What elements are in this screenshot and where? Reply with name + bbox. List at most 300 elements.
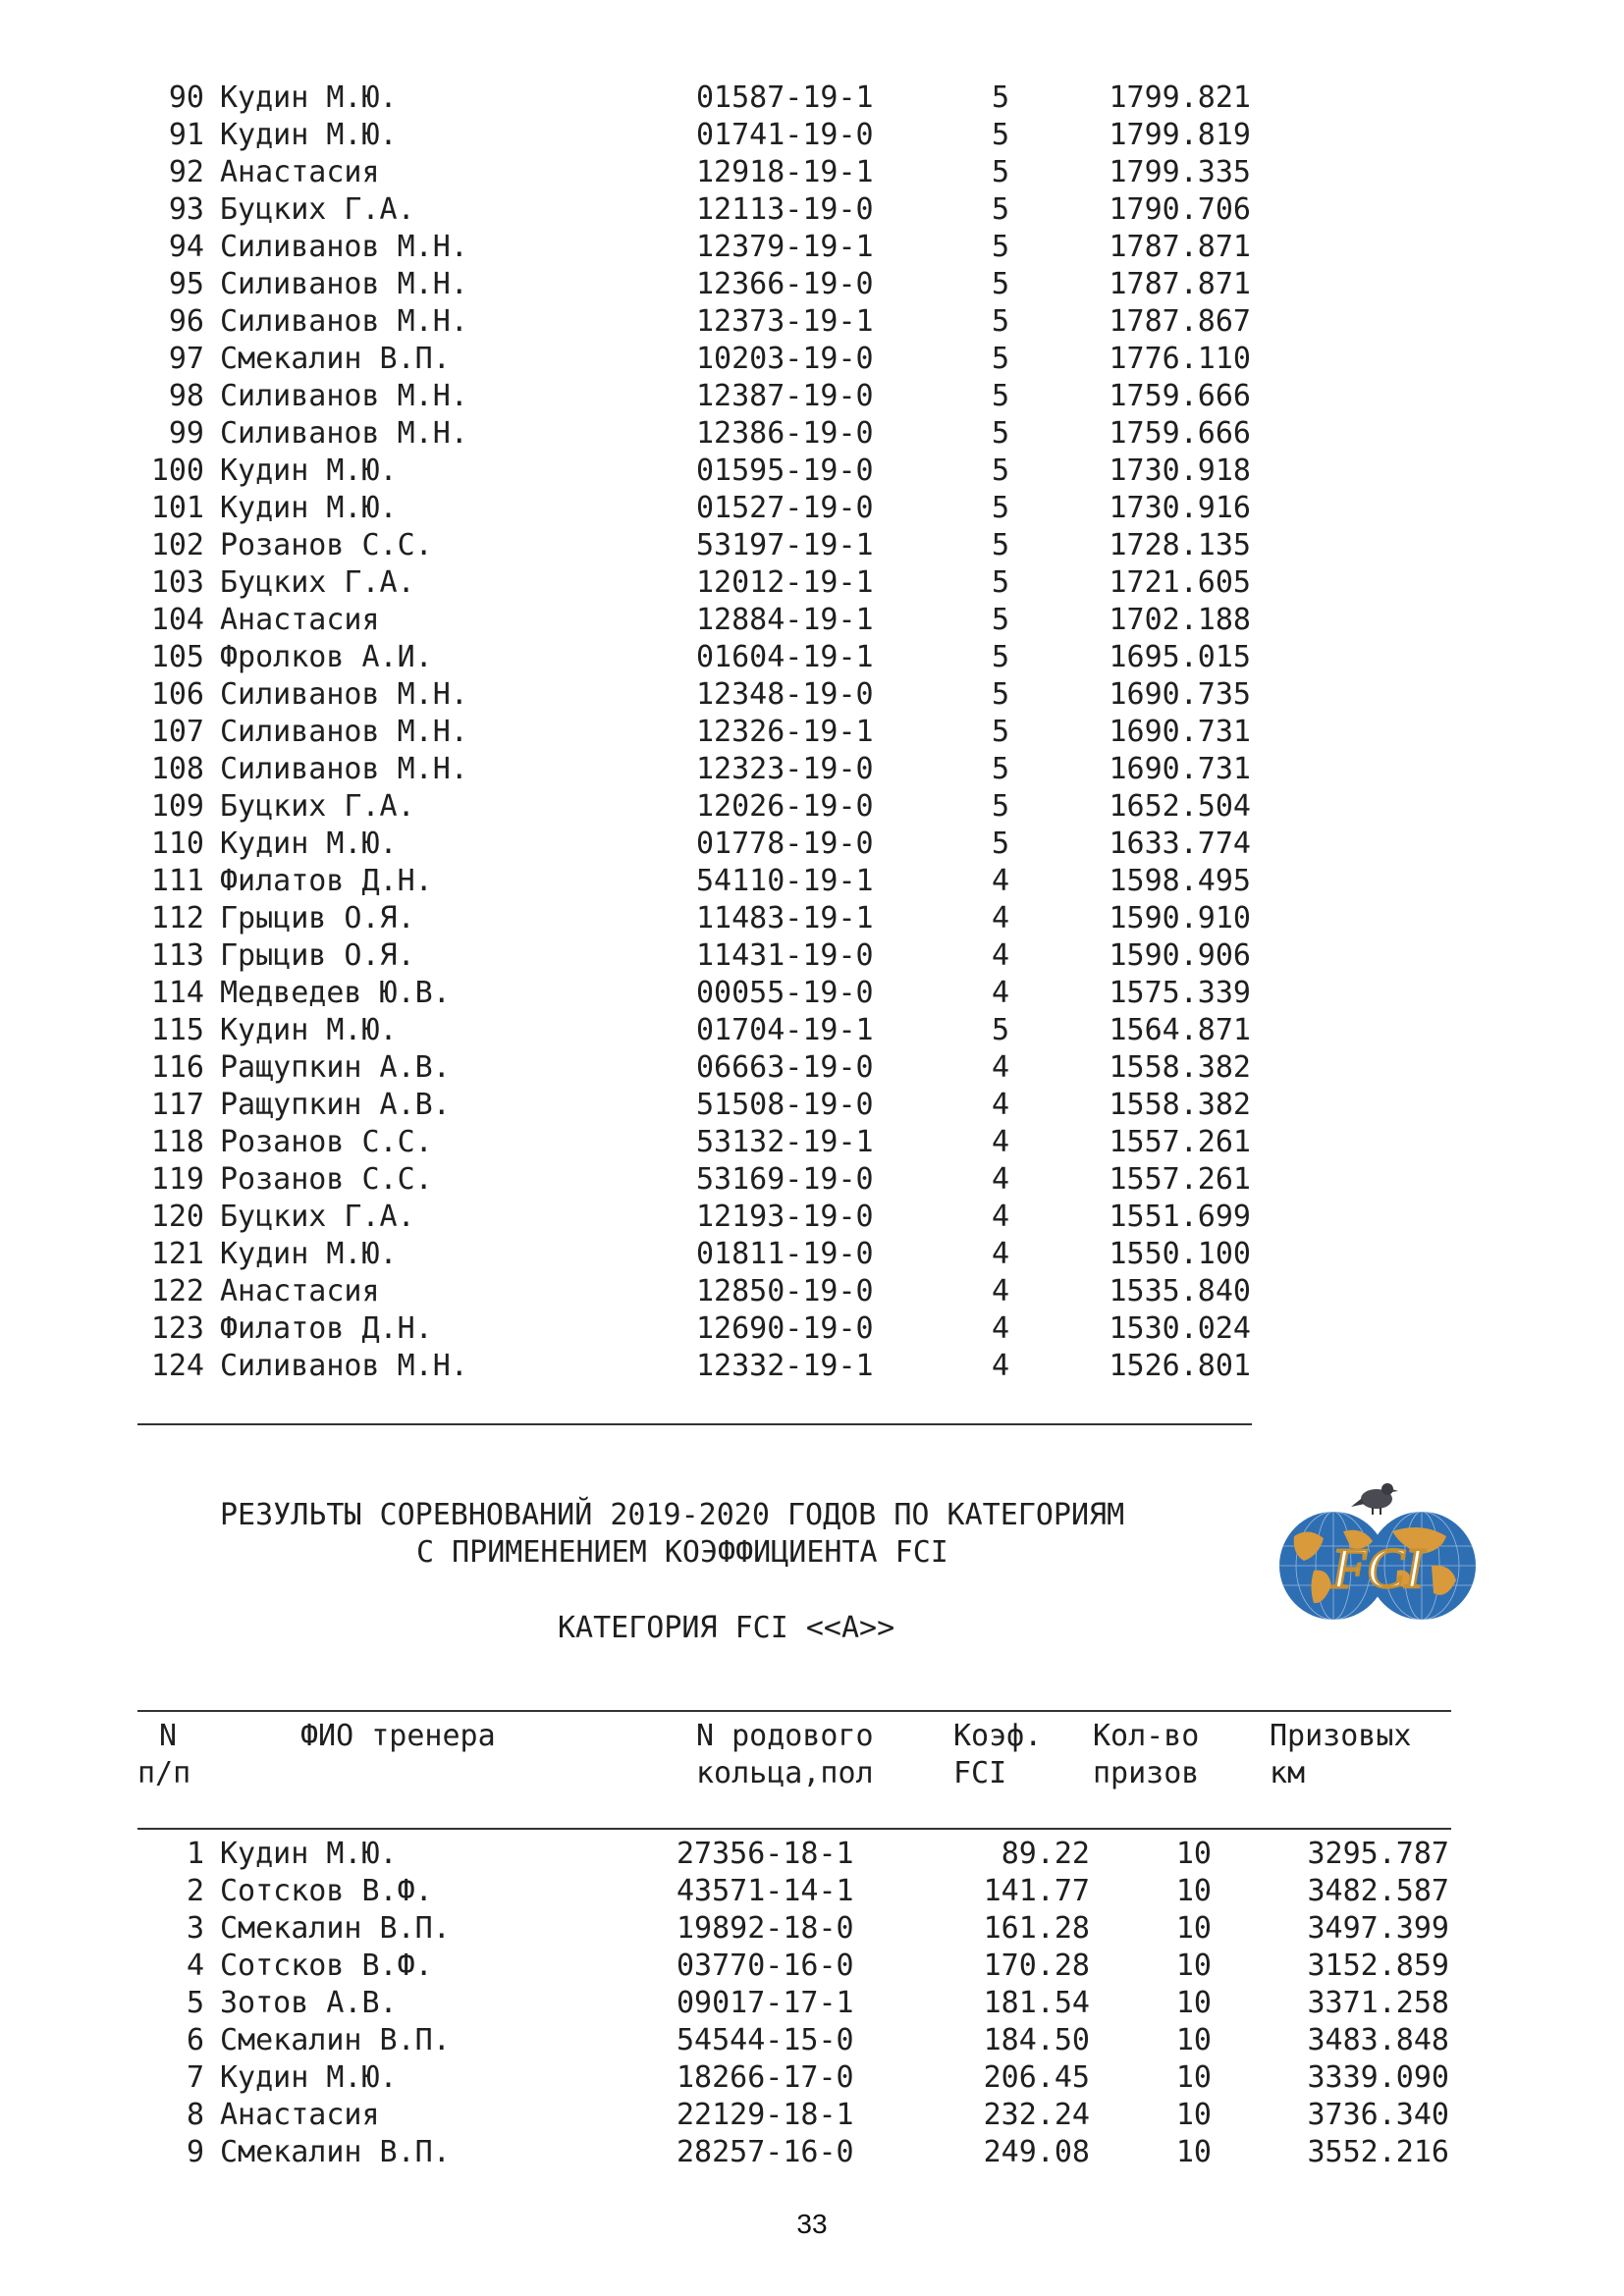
prize-km: 3371.258 bbox=[1307, 1986, 1449, 2020]
header-coef: Коэф. bbox=[953, 1719, 1043, 1753]
table-row bbox=[0, 378, 1624, 415]
trainer-name: Фролков А.И. bbox=[220, 640, 433, 674]
table-row bbox=[0, 1836, 1624, 1873]
table-row bbox=[0, 900, 1624, 937]
prize-count: 10 bbox=[1175, 1874, 1212, 1908]
ring-number: 12326-19-1 bbox=[696, 715, 874, 749]
prize-km: 1721.605 bbox=[1109, 565, 1251, 600]
trainer-name: Кудин М.Ю. bbox=[220, 80, 398, 115]
trainer-name: Силиванов М.Н. bbox=[220, 1349, 468, 1383]
row-number: 121 bbox=[150, 1237, 204, 1271]
trainer-name: Грыцив О.Я. bbox=[220, 938, 415, 973]
header-prizes: Кол-во bbox=[1093, 1719, 1200, 1753]
table-row bbox=[0, 1087, 1624, 1124]
prize-km: 1564.871 bbox=[1109, 1013, 1251, 1047]
prize-count: 5 bbox=[992, 565, 1010, 600]
fci-coefficient: 89.22 bbox=[1001, 1837, 1090, 1871]
table-row bbox=[0, 303, 1624, 341]
prize-count: 4 bbox=[992, 1162, 1010, 1197]
fci-logo-graphic bbox=[1274, 1477, 1481, 1625]
row-number: 113 bbox=[150, 938, 204, 973]
prize-count: 5 bbox=[992, 603, 1010, 637]
header-bottom-rule bbox=[137, 1828, 1451, 1830]
trainer-name: Смекалин В.П. bbox=[220, 1911, 451, 1946]
table-row bbox=[0, 527, 1624, 564]
prize-count: 5 bbox=[992, 752, 1010, 786]
row-number: 120 bbox=[150, 1200, 204, 1234]
trainer-name: Розанов С.С. bbox=[220, 528, 433, 562]
ring-number: 18266-17-0 bbox=[677, 2060, 854, 2095]
prize-km: 1730.916 bbox=[1109, 491, 1251, 525]
trainer-name: Силиванов М.Н. bbox=[220, 416, 468, 451]
ring-number: 28257-16-0 bbox=[677, 2135, 854, 2169]
trainer-name: Медведев Ю.В. bbox=[220, 976, 451, 1010]
ring-number: 12026-19-0 bbox=[696, 789, 874, 824]
trainer-name: Смекалин В.П. bbox=[220, 342, 451, 376]
trainer-name: Силиванов М.Н. bbox=[220, 267, 468, 301]
header-coef-sub: FCI bbox=[953, 1756, 1007, 1790]
table-row bbox=[0, 714, 1624, 751]
header-km-sub: км bbox=[1270, 1756, 1306, 1790]
row-number: 109 bbox=[150, 789, 204, 824]
prize-km: 1690.731 bbox=[1109, 752, 1251, 786]
prize-km: 1759.666 bbox=[1109, 416, 1251, 451]
prize-km: 1633.774 bbox=[1109, 827, 1251, 861]
trainer-name: Филатов Д.Н. bbox=[220, 864, 433, 898]
prize-km: 3339.090 bbox=[1307, 2060, 1449, 2095]
prize-km: 1799.819 bbox=[1109, 118, 1251, 152]
row-number: 112 bbox=[150, 901, 204, 935]
row-number: 114 bbox=[150, 976, 204, 1010]
prize-km: 1551.699 bbox=[1109, 1200, 1251, 1234]
prize-km: 1590.906 bbox=[1109, 938, 1251, 973]
prize-count: 10 bbox=[1175, 2098, 1212, 2132]
table-row bbox=[0, 1948, 1624, 1985]
ring-number: 00055-19-0 bbox=[696, 976, 874, 1010]
trainer-name: Розанов С.С. bbox=[220, 1162, 433, 1197]
category-table bbox=[0, 1836, 1624, 2174]
ring-number: 09017-17-1 bbox=[677, 1986, 854, 2020]
row-number: 100 bbox=[150, 454, 204, 488]
table-row bbox=[0, 490, 1624, 527]
prize-count: 5 bbox=[992, 80, 1010, 115]
prize-km: 1690.731 bbox=[1109, 715, 1251, 749]
row-number: 105 bbox=[150, 640, 204, 674]
table-row bbox=[0, 751, 1624, 788]
prize-km: 3736.340 bbox=[1307, 2098, 1449, 2132]
trainer-name: Сотсков В.Ф. bbox=[220, 1874, 433, 1908]
fci-monogram bbox=[1330, 1536, 1426, 1600]
trainer-name: Кудин М.Ю. bbox=[220, 118, 398, 152]
prize-count: 4 bbox=[992, 1274, 1010, 1308]
trainer-name: Розанов С.С. bbox=[220, 1125, 433, 1159]
ring-number: 06663-19-0 bbox=[696, 1050, 874, 1085]
row-number: 116 bbox=[150, 1050, 204, 1085]
fci-coefficient: 232.24 bbox=[983, 2098, 1090, 2132]
prize-km: 3483.848 bbox=[1307, 2023, 1449, 2057]
row-number: 90 bbox=[168, 80, 204, 115]
row-number: 119 bbox=[150, 1162, 204, 1197]
ring-number: 12366-19-0 bbox=[696, 267, 874, 301]
prize-count: 4 bbox=[992, 1088, 1010, 1122]
row-number: 102 bbox=[150, 528, 204, 562]
header-prizes-sub: призов bbox=[1093, 1756, 1200, 1790]
ring-number: 11483-19-1 bbox=[696, 901, 874, 935]
ring-number: 12113-19-0 bbox=[696, 192, 874, 227]
prize-count: 4 bbox=[992, 1050, 1010, 1085]
header-trainer: ФИО тренера bbox=[300, 1719, 496, 1753]
ring-number: 12332-19-1 bbox=[696, 1349, 874, 1383]
row-number: 123 bbox=[150, 1311, 204, 1346]
fci-coefficient: 181.54 bbox=[983, 1986, 1090, 2020]
table-row bbox=[0, 1124, 1624, 1161]
svg-text:FCI: FCI bbox=[1331, 1536, 1424, 1600]
ring-number: 43571-14-1 bbox=[677, 1874, 854, 1908]
prize-count: 4 bbox=[992, 1349, 1010, 1383]
row-number: 118 bbox=[150, 1125, 204, 1159]
trainer-name: Силиванов М.Н. bbox=[220, 379, 468, 413]
table-row bbox=[0, 863, 1624, 900]
row-number: 107 bbox=[150, 715, 204, 749]
prize-count: 10 bbox=[1175, 1911, 1212, 1946]
row-number: 6 bbox=[186, 2023, 204, 2057]
row-number: 117 bbox=[150, 1088, 204, 1122]
fci-coefficient: 170.28 bbox=[983, 1949, 1090, 1983]
prize-count: 5 bbox=[992, 416, 1010, 451]
prize-count: 5 bbox=[992, 379, 1010, 413]
row-number: 2 bbox=[186, 1874, 204, 1908]
ring-number: 54110-19-1 bbox=[696, 864, 874, 898]
prize-km: 3295.787 bbox=[1307, 1837, 1449, 1871]
table-row bbox=[0, 826, 1624, 863]
ring-number: 01595-19-0 bbox=[696, 454, 874, 488]
ring-number: 22129-18-1 bbox=[677, 2098, 854, 2132]
prize-km: 1526.801 bbox=[1109, 1349, 1251, 1383]
table-row bbox=[0, 191, 1624, 229]
prize-count: 5 bbox=[992, 1013, 1010, 1047]
table-row bbox=[0, 2059, 1624, 2097]
table-row bbox=[0, 2134, 1624, 2171]
table-row bbox=[0, 415, 1624, 453]
prize-count: 5 bbox=[992, 715, 1010, 749]
trainer-name: Силиванов М.Н. bbox=[220, 752, 468, 786]
ring-number: 12193-19-0 bbox=[696, 1200, 874, 1234]
row-number: 5 bbox=[186, 1986, 204, 2020]
row-number: 3 bbox=[186, 1911, 204, 1946]
prize-km: 1799.335 bbox=[1109, 155, 1251, 189]
ring-number: 19892-18-0 bbox=[677, 1911, 854, 1946]
table-top-rule bbox=[137, 1710, 1451, 1712]
prize-count: 10 bbox=[1175, 1837, 1212, 1871]
continuation-table bbox=[0, 80, 1624, 1400]
prize-count: 10 bbox=[1175, 2060, 1212, 2095]
prize-km: 1776.110 bbox=[1109, 342, 1251, 376]
ring-number: 12373-19-1 bbox=[696, 304, 874, 339]
ring-number: 01704-19-1 bbox=[696, 1013, 874, 1047]
table-row bbox=[0, 1910, 1624, 1948]
table-row bbox=[0, 1236, 1624, 1273]
prize-km: 1550.100 bbox=[1109, 1237, 1251, 1271]
prize-km: 1535.840 bbox=[1109, 1274, 1251, 1308]
prize-km: 1690.735 bbox=[1109, 677, 1251, 712]
table-row bbox=[0, 453, 1624, 490]
fci-coefficient: 206.45 bbox=[983, 2060, 1090, 2095]
ring-number: 12387-19-0 bbox=[696, 379, 874, 413]
prize-km: 1787.871 bbox=[1109, 230, 1251, 264]
prize-count: 10 bbox=[1175, 1986, 1212, 2020]
prize-count: 5 bbox=[992, 304, 1010, 339]
table-row bbox=[0, 1310, 1624, 1348]
prize-km: 1590.910 bbox=[1109, 901, 1251, 935]
row-number: 4 bbox=[186, 1949, 204, 1983]
row-number: 91 bbox=[168, 118, 204, 152]
row-number: 122 bbox=[150, 1274, 204, 1308]
prize-count: 5 bbox=[992, 640, 1010, 674]
table-row bbox=[0, 564, 1624, 602]
table-row bbox=[0, 117, 1624, 154]
prize-count: 5 bbox=[992, 155, 1010, 189]
prize-km: 1558.382 bbox=[1109, 1088, 1251, 1122]
row-number: 98 bbox=[168, 379, 204, 413]
trainer-name: Силиванов М.Н. bbox=[220, 304, 468, 339]
prize-count: 10 bbox=[1175, 2135, 1212, 2169]
prize-count: 10 bbox=[1175, 2023, 1212, 2057]
prize-count: 5 bbox=[992, 454, 1010, 488]
heading-line-2: С ПРИМЕНЕНИЕМ КОЭФФИЦИЕНТА FCI bbox=[416, 1535, 948, 1570]
row-number: 1 bbox=[186, 1837, 204, 1871]
divider-line bbox=[137, 1423, 1252, 1425]
category-table-header bbox=[0, 1718, 1624, 1796]
ring-number: 03770-16-0 bbox=[677, 1949, 854, 1983]
table-row bbox=[0, 2097, 1624, 2134]
ring-number: 11431-19-0 bbox=[696, 938, 874, 973]
table-row bbox=[0, 676, 1624, 714]
table-row bbox=[0, 1348, 1624, 1385]
trainer-name: Ращупкин А.В. bbox=[220, 1050, 451, 1085]
row-number: 104 bbox=[150, 603, 204, 637]
ring-number: 01741-19-0 bbox=[696, 118, 874, 152]
page-number: 33 bbox=[796, 2209, 828, 2239]
ring-number: 01604-19-1 bbox=[696, 640, 874, 674]
trainer-name: Кудин М.Ю. bbox=[220, 1237, 398, 1271]
fci-logo bbox=[1274, 1477, 1481, 1625]
table-row bbox=[0, 341, 1624, 378]
ring-number: 01527-19-0 bbox=[696, 491, 874, 525]
prize-km: 1530.024 bbox=[1109, 1311, 1251, 1346]
prize-km: 1557.261 bbox=[1109, 1162, 1251, 1197]
row-number: 108 bbox=[150, 752, 204, 786]
row-number: 111 bbox=[150, 864, 204, 898]
ring-number: 12918-19-1 bbox=[696, 155, 874, 189]
prize-count: 5 bbox=[992, 677, 1010, 712]
trainer-name: Анастасия bbox=[220, 1274, 380, 1308]
row-number: 97 bbox=[168, 342, 204, 376]
ring-number: 01811-19-0 bbox=[696, 1237, 874, 1271]
table-row bbox=[0, 788, 1624, 826]
ring-number: 27356-18-1 bbox=[677, 1837, 854, 1871]
trainer-name: Сотсков В.Ф. bbox=[220, 1949, 433, 1983]
ring-number: 12379-19-1 bbox=[696, 230, 874, 264]
row-number: 96 bbox=[168, 304, 204, 339]
trainer-name: Зотов А.В. bbox=[220, 1986, 398, 2020]
prize-km: 3497.399 bbox=[1307, 1911, 1449, 1946]
header-num-sub: п/п bbox=[137, 1756, 191, 1790]
prize-count: 4 bbox=[992, 864, 1010, 898]
trainer-name: Ращупкин А.В. bbox=[220, 1088, 451, 1122]
table-row bbox=[0, 154, 1624, 191]
prize-count: 4 bbox=[992, 1237, 1010, 1271]
ring-number: 12850-19-0 bbox=[696, 1274, 874, 1308]
trainer-name: Буцких Г.А. bbox=[220, 192, 415, 227]
prize-count: 5 bbox=[992, 789, 1010, 824]
prize-km: 1728.135 bbox=[1109, 528, 1251, 562]
ring-number: 01778-19-0 bbox=[696, 827, 874, 861]
prize-km: 1558.382 bbox=[1109, 1050, 1251, 1085]
ring-number: 01587-19-1 bbox=[696, 80, 874, 115]
heading-line-1: РЕЗУЛЬТЫ СОРЕВНОВАНИЙ 2019-2020 ГОДОВ ПО КАТЕГОРИЯМ bbox=[220, 1498, 1125, 1532]
prize-km: 1695.015 bbox=[1109, 640, 1251, 674]
table-row bbox=[0, 1199, 1624, 1236]
trainer-name: Смекалин В.П. bbox=[220, 2135, 451, 2169]
row-number: 110 bbox=[150, 827, 204, 861]
row-number: 101 bbox=[150, 491, 204, 525]
row-number: 94 bbox=[168, 230, 204, 264]
prize-km: 1730.918 bbox=[1109, 454, 1251, 488]
row-number: 92 bbox=[168, 155, 204, 189]
prize-count: 5 bbox=[992, 192, 1010, 227]
prize-count: 10 bbox=[1175, 1949, 1212, 1983]
trainer-name: Кудин М.Ю. bbox=[220, 827, 398, 861]
ring-number: 12323-19-0 bbox=[696, 752, 874, 786]
table-row bbox=[0, 266, 1624, 303]
ring-number: 54544-15-0 bbox=[677, 2023, 854, 2057]
ring-number: 10203-19-0 bbox=[696, 342, 874, 376]
ring-number: 12690-19-0 bbox=[696, 1311, 874, 1346]
prize-count: 4 bbox=[992, 901, 1010, 935]
trainer-name: Буцких Г.А. bbox=[220, 1200, 415, 1234]
row-number: 93 bbox=[168, 192, 204, 227]
prize-count: 5 bbox=[992, 528, 1010, 562]
results-heading bbox=[220, 1497, 1241, 1609]
header-km: Призовых bbox=[1270, 1719, 1412, 1753]
prize-km: 3152.859 bbox=[1307, 1949, 1449, 1983]
prize-count: 4 bbox=[992, 938, 1010, 973]
prize-count: 5 bbox=[992, 342, 1010, 376]
prize-km: 1759.666 bbox=[1109, 379, 1251, 413]
ring-number: 53169-19-0 bbox=[696, 1162, 874, 1197]
ring-number: 12386-19-0 bbox=[696, 416, 874, 451]
prize-count: 5 bbox=[992, 118, 1010, 152]
prize-count: 4 bbox=[992, 1200, 1010, 1234]
pigeon-icon bbox=[1351, 1483, 1398, 1515]
trainer-name: Буцких Г.А. bbox=[220, 789, 415, 824]
prize-km: 1702.188 bbox=[1109, 603, 1251, 637]
ring-number: 12012-19-1 bbox=[696, 565, 874, 600]
trainer-name: Силиванов М.Н. bbox=[220, 715, 468, 749]
trainer-name: Силиванов М.Н. bbox=[220, 230, 468, 264]
prize-count: 4 bbox=[992, 1125, 1010, 1159]
prize-km: 3552.216 bbox=[1307, 2135, 1449, 2169]
ring-number: 12884-19-1 bbox=[696, 603, 874, 637]
category-title: КАТЕГОРИЯ FCI <<A>> bbox=[558, 1611, 895, 1645]
prize-km: 1787.867 bbox=[1109, 304, 1251, 339]
trainer-name: Буцких Г.А. bbox=[220, 565, 415, 600]
header-num: N bbox=[159, 1719, 178, 1753]
prize-count: 5 bbox=[992, 827, 1010, 861]
prize-count: 5 bbox=[992, 491, 1010, 525]
header-ring-sub: кольца,пол bbox=[696, 1756, 874, 1790]
prize-count: 5 bbox=[992, 230, 1010, 264]
prize-count: 5 bbox=[992, 267, 1010, 301]
row-number: 8 bbox=[186, 2098, 204, 2132]
table-row bbox=[0, 639, 1624, 676]
row-number: 106 bbox=[150, 677, 204, 712]
trainer-name: Смекалин В.П. bbox=[220, 2023, 451, 2057]
prize-km: 1787.871 bbox=[1109, 267, 1251, 301]
trainer-name: Силиванов М.Н. bbox=[220, 677, 468, 712]
prize-count: 4 bbox=[992, 1311, 1010, 1346]
fci-coefficient: 184.50 bbox=[983, 2023, 1090, 2057]
trainer-name: Кудин М.Ю. bbox=[220, 2060, 398, 2095]
table-row bbox=[0, 1049, 1624, 1087]
row-number: 99 bbox=[168, 416, 204, 451]
fci-coefficient: 141.77 bbox=[983, 1874, 1090, 1908]
table-row bbox=[0, 937, 1624, 975]
trainer-name: Кудин М.Ю. bbox=[220, 491, 398, 525]
header-ring: N родового bbox=[696, 1719, 874, 1753]
row-number: 95 bbox=[168, 267, 204, 301]
fci-coefficient: 249.08 bbox=[983, 2135, 1090, 2169]
prize-km: 1799.821 bbox=[1109, 80, 1251, 115]
table-row bbox=[0, 2022, 1624, 2059]
prize-km: 1575.339 bbox=[1109, 976, 1251, 1010]
row-number: 103 bbox=[150, 565, 204, 600]
trainer-name: Анастасия bbox=[220, 155, 380, 189]
prize-km: 3482.587 bbox=[1307, 1874, 1449, 1908]
table-row bbox=[0, 1273, 1624, 1310]
prize-km: 1790.706 bbox=[1109, 192, 1251, 227]
prize-km: 1598.495 bbox=[1109, 864, 1251, 898]
table-row bbox=[0, 1985, 1624, 2022]
trainer-name: Анастасия bbox=[220, 2098, 380, 2132]
row-number: 115 bbox=[150, 1013, 204, 1047]
ring-number: 12348-19-0 bbox=[696, 677, 874, 712]
ring-number: 53197-19-1 bbox=[696, 528, 874, 562]
row-number: 9 bbox=[186, 2135, 204, 2169]
ring-number: 51508-19-0 bbox=[696, 1088, 874, 1122]
table-row bbox=[0, 1873, 1624, 1910]
prize-km: 1652.504 bbox=[1109, 789, 1251, 824]
trainer-name: Анастасия bbox=[220, 603, 380, 637]
table-row bbox=[0, 602, 1624, 639]
trainer-name: Кудин М.Ю. bbox=[220, 1013, 398, 1047]
trainer-name: Филатов Д.Н. bbox=[220, 1311, 433, 1346]
prize-km: 1557.261 bbox=[1109, 1125, 1251, 1159]
table-row bbox=[0, 975, 1624, 1012]
table-row bbox=[0, 1161, 1624, 1199]
row-number: 124 bbox=[150, 1349, 204, 1383]
table-row bbox=[0, 229, 1624, 266]
trainer-name: Грыцив О.Я. bbox=[220, 901, 415, 935]
trainer-name: Кудин М.Ю. bbox=[220, 454, 398, 488]
ring-number: 53132-19-1 bbox=[696, 1125, 874, 1159]
fci-coefficient: 161.28 bbox=[983, 1911, 1090, 1946]
table-row bbox=[0, 80, 1624, 117]
prize-count: 4 bbox=[992, 976, 1010, 1010]
row-number: 7 bbox=[186, 2060, 204, 2095]
trainer-name: Кудин М.Ю. bbox=[220, 1837, 398, 1871]
table-row bbox=[0, 1012, 1624, 1049]
